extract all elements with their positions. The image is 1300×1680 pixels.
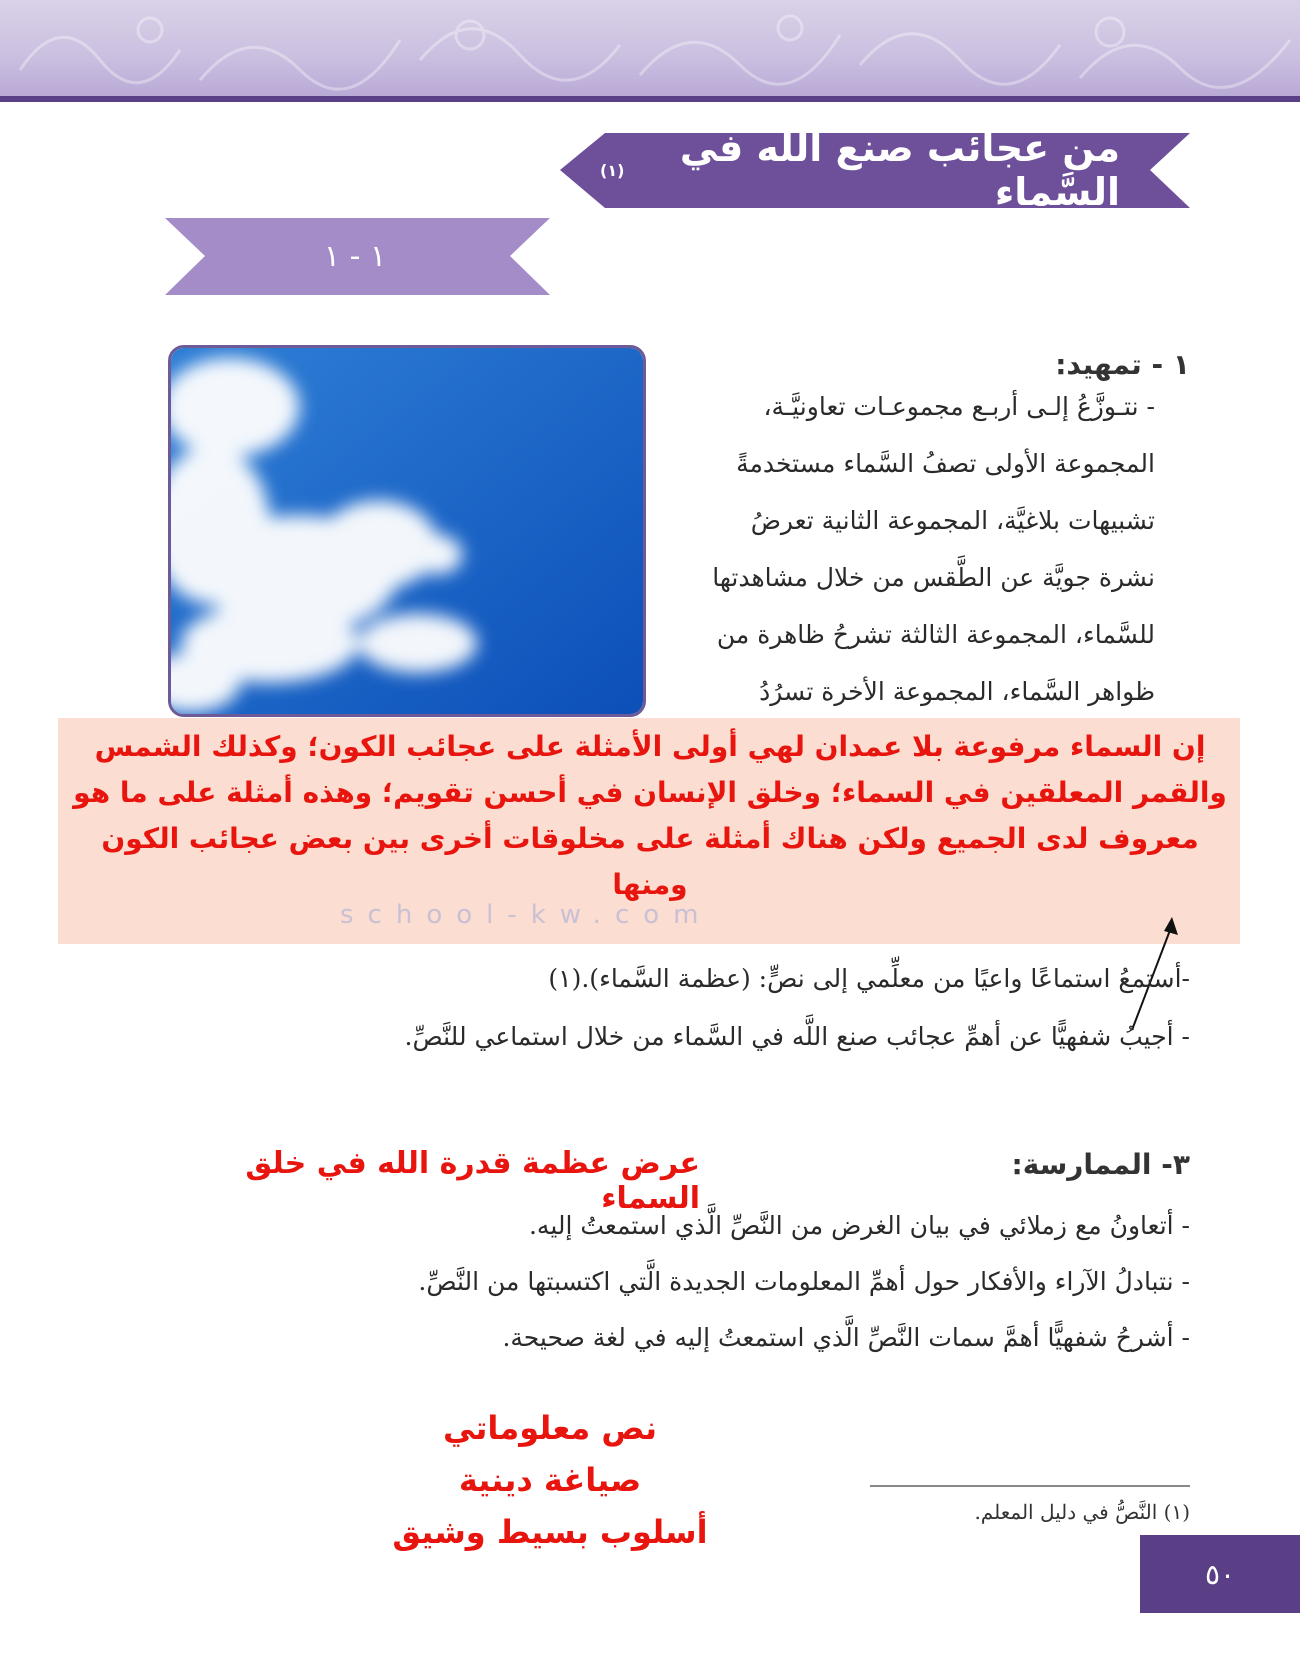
section-intro-text — [655, 378, 1155, 720]
intro-line: للسَّماء، المجموعة الثالثة تشرحُ ظاهرة من — [716, 620, 1155, 649]
practice-line: - نتبادلُ الآراء والأفكار حول أهمِّ المعلومات الجديدة الَّتي اكتسبتها من النَّصِّ. — [418, 1267, 1190, 1296]
intro-line: ظواهر السَّماء، المجموعة الأخرة تسرُدُ — [759, 677, 1155, 706]
lesson-number: ١ - ١ — [323, 238, 387, 274]
intro-line: المجموعة الأولى تصفُ السَّماء مستخدمةً — [736, 449, 1155, 478]
watermark: school-kw.com — [340, 900, 713, 930]
title-footnote-mark: (١) — [600, 160, 625, 180]
section-listening-text — [180, 950, 1190, 1066]
header-divider — [0, 96, 1300, 102]
section-heading-practice: ٣- الممارسة: — [1011, 1148, 1190, 1181]
intro-line: تشبيهات بلاغيَّة، المجموعة الثانية تعرضُ — [750, 506, 1155, 535]
listening-line: -أستمعُ استماعًا واعيًا من معلِّمي إلى نصٍّ: (عظمة السَّماء).(١) — [548, 964, 1190, 993]
sky-clouds-image — [168, 345, 646, 717]
header-decorative-band — [0, 0, 1300, 96]
intro-line: - نتـوزَّعُ إلـى أربـع مجموعـات تعاونيَّـة، — [763, 392, 1155, 421]
section-heading-intro: ١ - تمهيد: — [1055, 348, 1190, 381]
footnote: (١) النَّصُّ في دليل المعلم. — [974, 1500, 1190, 1524]
footnote-divider — [870, 1485, 1190, 1487]
listening-line: - أجيبُ شفهيًّا عن أهمِّ عجائب صنع اللَّه في السَّماء من خلال استماعي للنَّصِّ. — [404, 1022, 1190, 1051]
practice-line: - أتعاونُ مع زملائي في بيان الغرض من النَّصِّ الَّذي استمعتُ إليه. — [528, 1211, 1190, 1240]
annotation-text: إن السماء مرفوعة بلا عمدان لهي أولى الأمثلة على عجائب الكون؛ وكذلك الشمس والقمر المعلقين في السماء؛ وخلق الإنسان في أحسن تقويم؛ وهذه أمثلة على ما هو معروف لدى الجميع ولكن هناك أمثلة على مخلوقات أخرى بين بعض عجائب الكون ومنها — [73, 730, 1227, 901]
red-note-item: أسلوب بسيط وشيق — [392, 1513, 708, 1551]
practice-line: - أشرحُ شفهيًّا أهمَّ سمات النَّصِّ الَّذي استمعتُ إليه في لغة صحيحة. — [502, 1323, 1190, 1352]
page-number: ٥٠ — [1140, 1535, 1300, 1613]
intro-line: نشرة جويَّة عن الطَّقس من خلال مشاهدتها — [712, 563, 1155, 592]
calligraphy-pattern — [0, 0, 1300, 96]
page-title-text: من عجائب صنع الله في السَّماء — [679, 126, 1120, 214]
red-notes-list — [360, 1402, 740, 1558]
red-note-item: نص معلوماتي — [442, 1409, 658, 1447]
red-answer-note: عرض عظمة قدرة الله في خلق السماء — [245, 1146, 700, 1216]
section-practice-text — [330, 1198, 1190, 1366]
page-title — [600, 126, 1120, 214]
red-note-item: صياغة دينية — [458, 1461, 642, 1499]
